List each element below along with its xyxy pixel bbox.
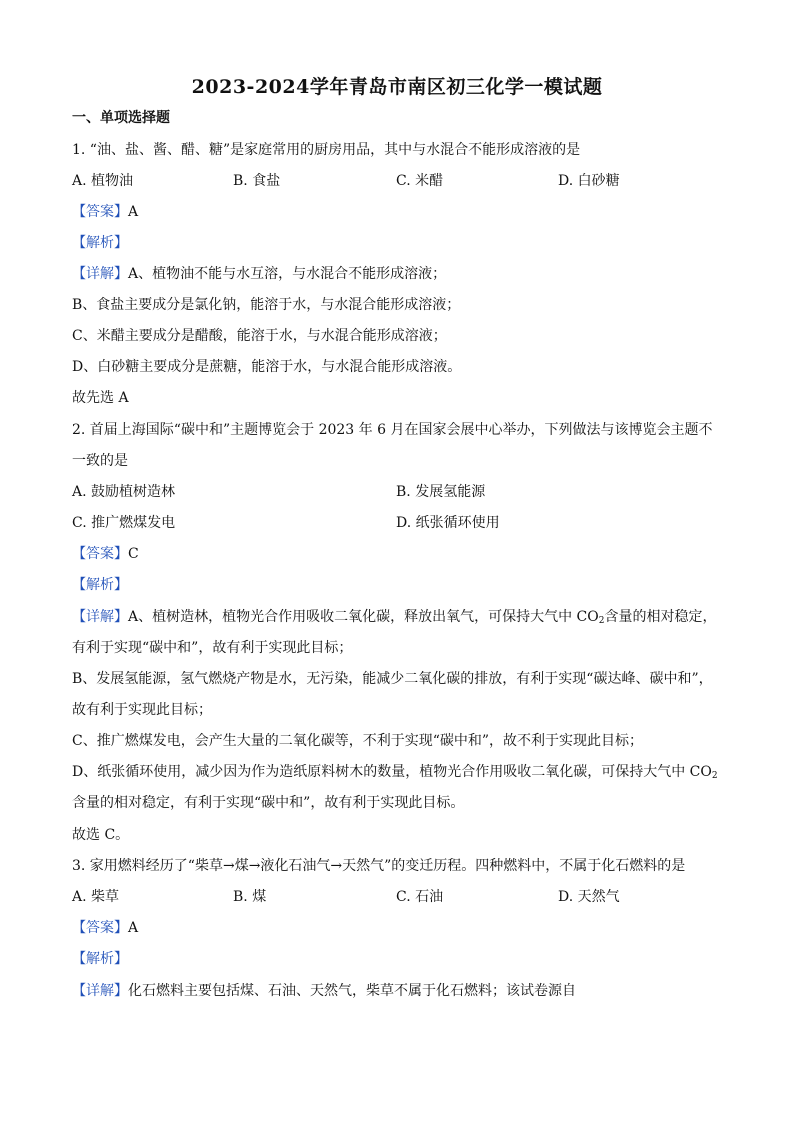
q2-option-c: C. 推广燃煤发电	[72, 515, 176, 531]
answer-tag: 【答案】	[72, 920, 128, 936]
q2-detail-line: 有利于实现“碳中和”，故有利于实现此目标；	[72, 640, 353, 656]
detail-tag: 【详解】	[72, 983, 128, 999]
question-2-stem-cont: 一致的是	[72, 453, 128, 469]
answer-value: C	[128, 546, 139, 562]
question-3-stem: 3. 家用燃料经历了“柴草→煤→液化石油气→天然气”的变迁历程。四种燃料中，不属于化石燃料的是	[72, 858, 686, 874]
q2-option-b: B. 发展氢能源	[396, 484, 486, 500]
q3-option-d: D. 天然气	[558, 889, 620, 905]
q2-answer	[72, 544, 139, 564]
q2-detail-line: 故有利于实现此目标；	[72, 702, 212, 718]
q1-conclusion: 故先选 A	[72, 390, 129, 406]
q2-detail-line	[72, 762, 718, 786]
q2-detail-line: B、发展氢能源，氢气燃烧产物是水，无污染，能减少二氧化碳的排放，有利于实现“碳达峰、碳中和”，	[72, 671, 713, 687]
q3-option-a: A. 柴草	[72, 889, 120, 905]
q3-answer	[72, 918, 138, 938]
page-title: 2023-2024学年青岛市南区初三化学一模试题	[191, 76, 603, 98]
q3-analysis-tag: 【解析】	[72, 951, 128, 967]
q3-option-c: C. 石油	[396, 889, 444, 905]
q2-option-d: D. 纸张循环使用	[396, 515, 500, 531]
q1-option-b: B. 食盐	[233, 173, 281, 189]
detail-tag: 【详解】	[72, 266, 128, 282]
detail-text: 含量的相对稳定，	[604, 609, 717, 625]
detail-text: 化石燃料主要包括煤、石油、天然气，柴草不属于化石燃料；该试卷源自	[128, 983, 576, 999]
q1-analysis-tag: 【解析】	[72, 235, 128, 251]
answer-value: A	[128, 204, 139, 220]
detail-text: D、纸张循环使用，减少因为作为造纸原料树木的数量，植物光合作用吸收二氧化碳，可保持大气中 CO	[72, 764, 712, 780]
answer-value: A	[128, 920, 139, 936]
q2-option-a: A. 鼓励植树造林	[72, 484, 176, 500]
answer-tag: 【答案】	[72, 204, 128, 220]
question-2-stem: 2. 首届上海国际“碳中和”主题博览会于 2023 年 6 月在国家会展中心举办，下列做法与该博览会主题不	[72, 422, 713, 438]
answer-tag: 【答案】	[72, 546, 128, 562]
q3-detail-line	[72, 981, 576, 1001]
q1-detail-line: C、米醋主要成分是醋酸，能溶于水，与水混合能形成溶液；	[72, 328, 447, 344]
q2-analysis-tag: 【解析】	[72, 577, 128, 593]
subscript: 2	[711, 771, 718, 781]
q2-detail-line	[72, 607, 716, 631]
detail-tag: 【详解】	[72, 609, 128, 625]
q1-answer	[72, 202, 138, 222]
subscript: 2	[598, 616, 605, 626]
question-1-stem: 1. “油、盐、酱、醋、糖”是家庭常用的厨房用品，其中与水混合不能形成溶液的是	[72, 142, 581, 158]
section-heading: 一、单项选择题	[72, 110, 170, 126]
q1-detail-line: D、白砂糖主要成分是蔗糖，能溶于水，与水混合能形成溶液。	[72, 359, 462, 375]
detail-text: A、植物油不能与水互溶，与水混合不能形成溶液；	[128, 266, 447, 282]
q1-option-d: D. 白砂糖	[558, 173, 620, 189]
q2-conclusion: 故选 C。	[72, 827, 130, 843]
q1-option-c: C. 米醋	[396, 173, 444, 189]
q1-option-a: A. 植物油	[72, 173, 134, 189]
q1-detail-line: B、食盐主要成分是氯化钠，能溶于水，与水混合能形成溶液；	[72, 297, 461, 313]
q3-option-b: B. 煤	[233, 889, 267, 905]
q2-detail-line: C、推广燃煤发电，会产生大量的二氧化碳等，不利于实现“碳中和”，故不利于实现此目标；	[72, 733, 644, 749]
q1-detail-line	[72, 264, 446, 284]
detail-text: A、植树造林，植物光合作用吸收二氧化碳，释放出氧气，可保持大气中 CO	[128, 609, 599, 625]
q2-detail-line: 含量的相对稳定，有利于实现“碳中和”，故有利于实现此目标。	[72, 795, 465, 811]
